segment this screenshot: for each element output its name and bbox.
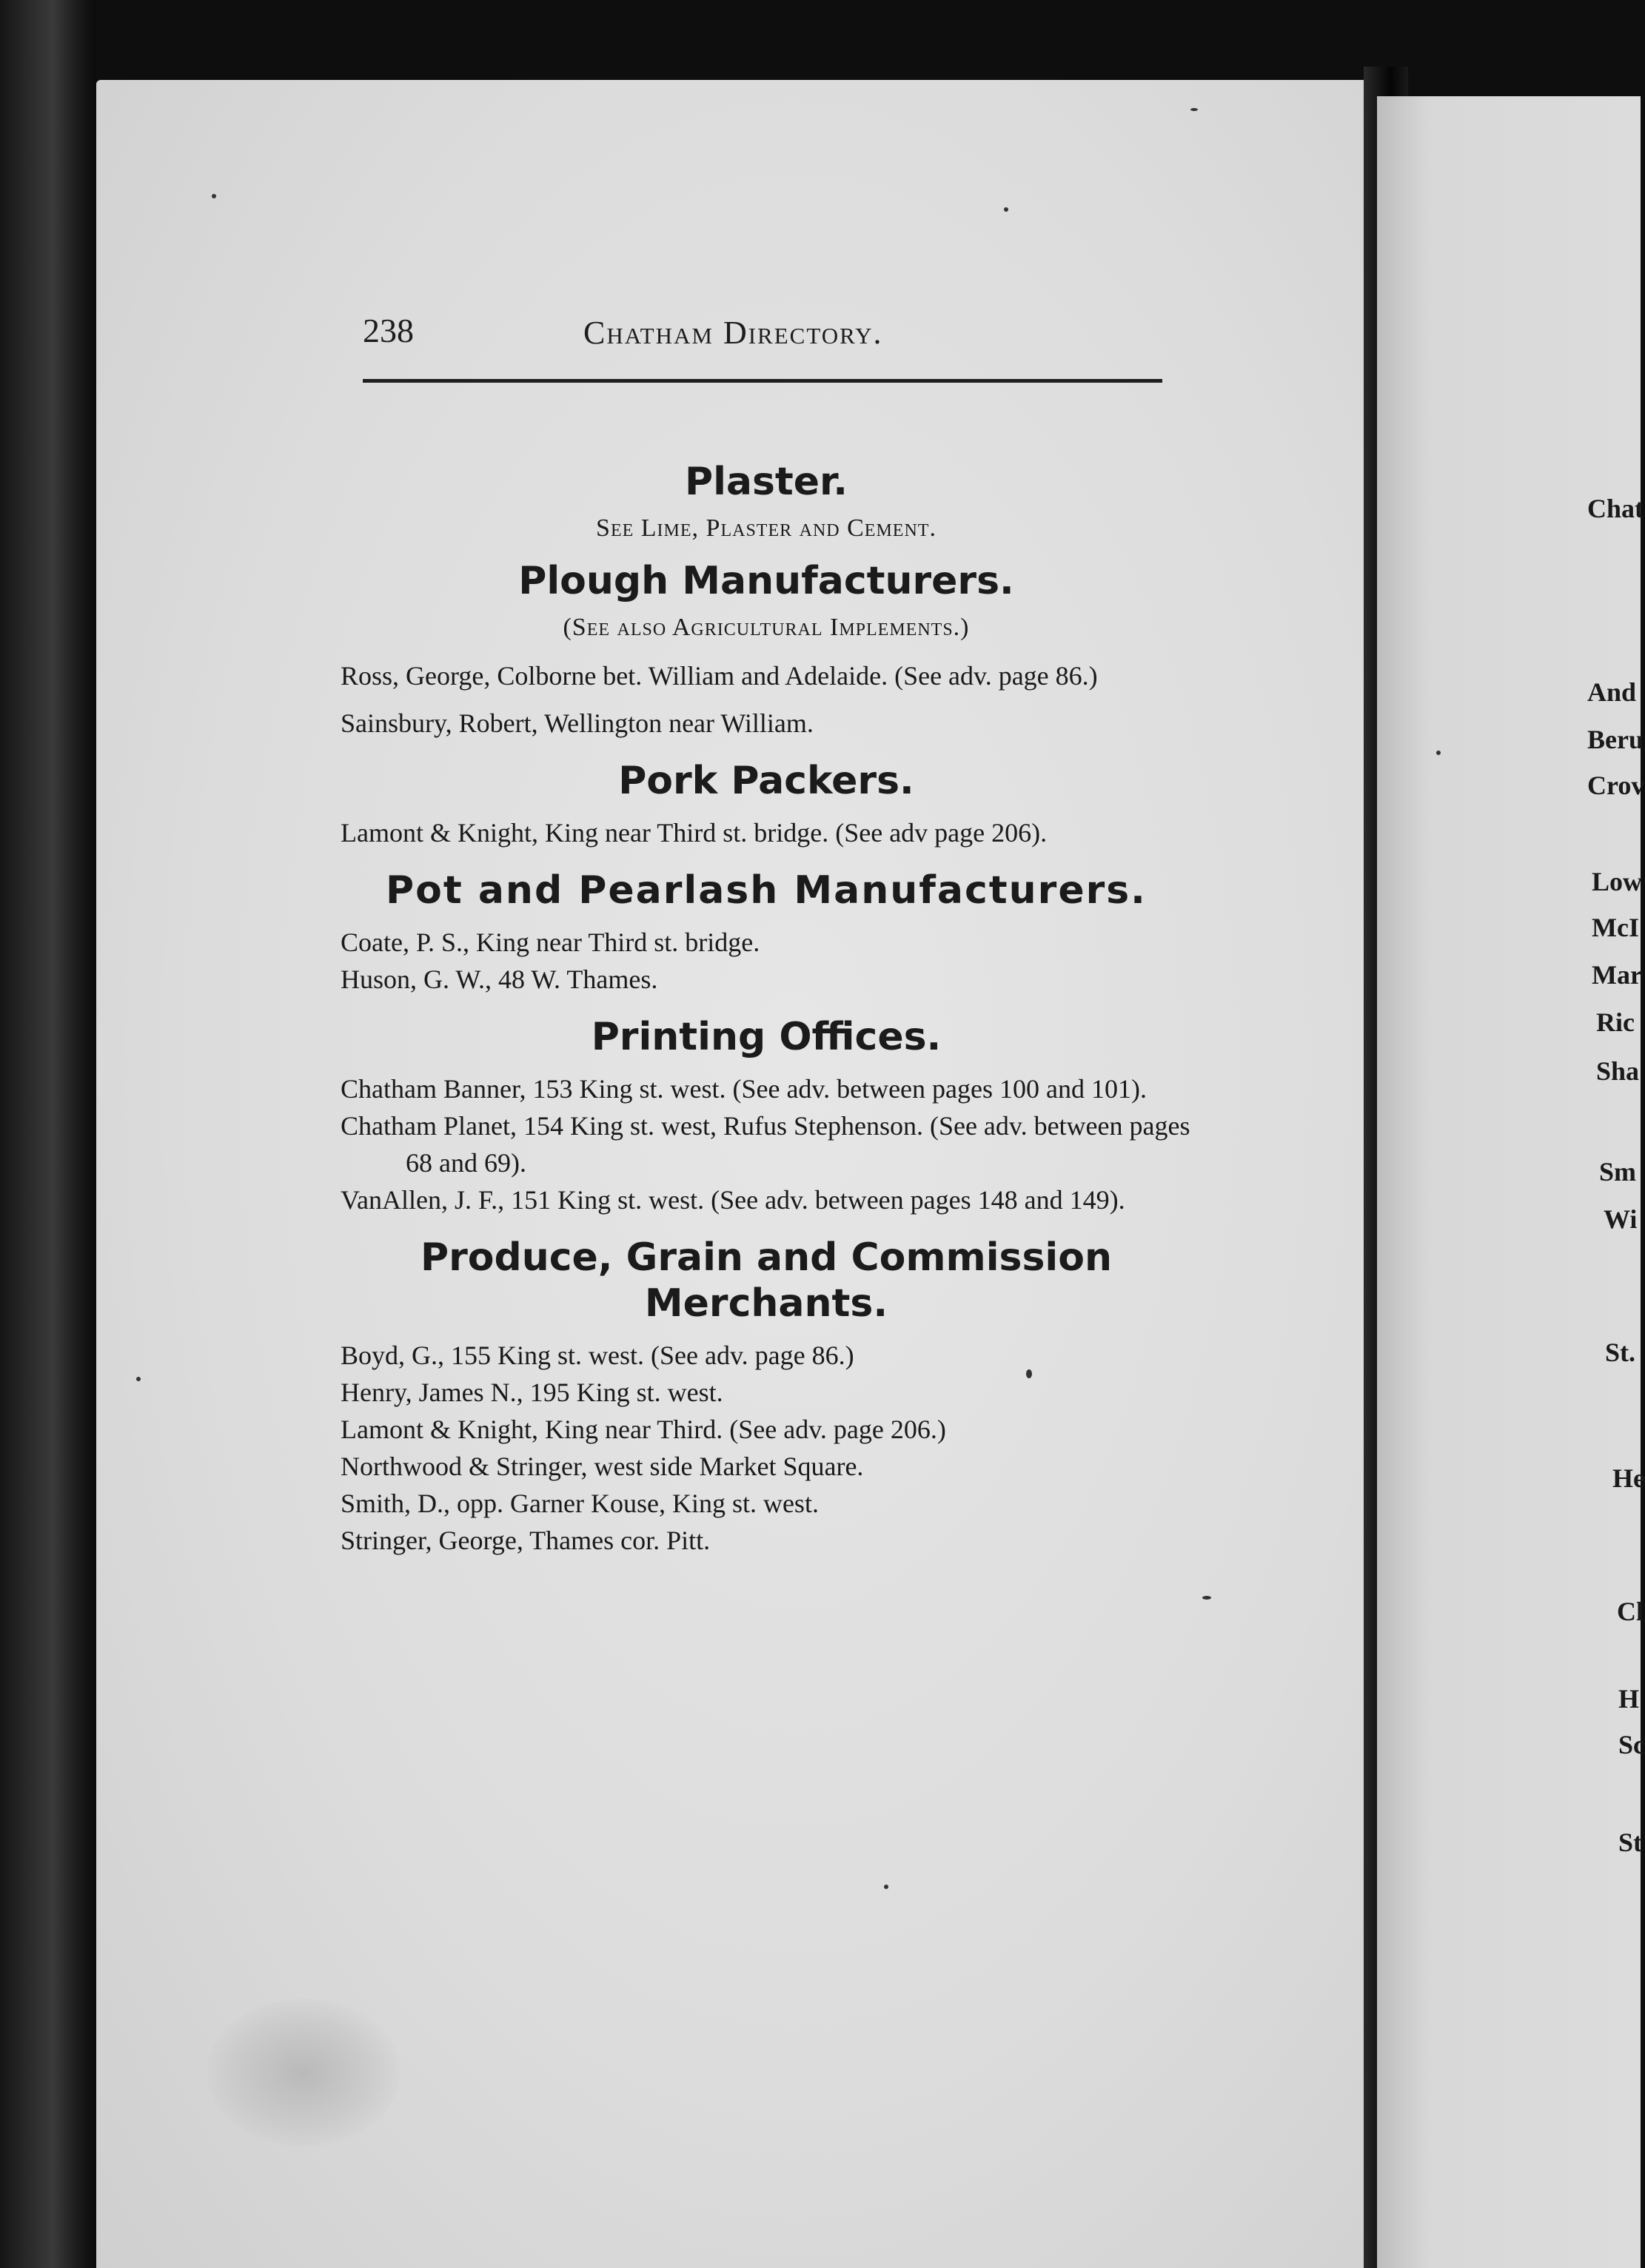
facing-page-fragment: Mar — [1592, 960, 1642, 990]
section-heading: Pork Packers. — [618, 759, 914, 803]
dust-speck — [1190, 108, 1198, 111]
directory-entry: Northwood & Stringer, west side Market Square. — [341, 1452, 864, 1481]
book-spine — [0, 0, 96, 2268]
directory-entry: Henry, James N., 195 King st. west. — [341, 1378, 723, 1407]
dust-speck — [136, 1377, 141, 1381]
running-title: Chatham Directory. — [583, 315, 883, 351]
section-heading: Plaster. — [684, 460, 848, 504]
facing-page-fragment: Cl — [1617, 1597, 1644, 1626]
dust-speck — [1202, 1596, 1211, 1600]
facing-page-fragment: Sc — [1618, 1730, 1645, 1759]
directory-entry: Sainsbury, Robert, Wellington near William. — [341, 708, 814, 738]
directory-entry: Smith, D., opp. Garner Kouse, King st. west. — [341, 1489, 819, 1518]
facing-page-fragment: Beru — [1587, 725, 1644, 754]
facing-page-fragment: And — [1587, 677, 1637, 707]
dust-speck — [884, 1885, 888, 1889]
directory-entry: Chatham Banner, 153 King st. west. (See adv. between pages 100 and 101). — [341, 1074, 1147, 1104]
header-rule — [363, 379, 1162, 383]
facing-page-fragment: Chat — [1587, 494, 1644, 523]
facing-page-fragment: Sha — [1596, 1056, 1640, 1086]
section-heading-continued: Merchants. — [644, 1281, 888, 1326]
cross-reference-note: See Lime, Plaster and Cement. — [596, 514, 937, 542]
facing-page-fragment: Wi — [1604, 1204, 1638, 1234]
facing-page-fragment: McI — [1592, 913, 1639, 942]
facing-page-fragment: St. — [1605, 1338, 1636, 1367]
page-number: 238 — [363, 312, 414, 349]
directory-entry: Ross, George, Colborne bet. William and Adelaide. (See adv. page 86.) — [341, 661, 1098, 691]
facing-page-fragment: Crov — [1587, 771, 1645, 800]
directory-entry: Stringer, George, Thames cor. Pitt. — [341, 1526, 711, 1555]
directory-entry: Lamont & Knight, King near Third st. bridge. (See adv page 206). — [341, 818, 1048, 848]
section-heading: Printing Offices. — [591, 1015, 942, 1059]
directory-entry: Boyd, G., 155 King st. west. (See adv. page 86.) — [341, 1341, 854, 1370]
running-head — [363, 311, 1162, 355]
facing-page-fragment: H — [1618, 1684, 1640, 1714]
cross-reference-note: (See also Agricultural Implements.) — [563, 614, 970, 641]
section-heading: Pot and Pearlash Manufacturers. — [386, 868, 1147, 913]
facing-page-fragment: St — [1618, 1828, 1643, 1857]
facing-page-fragment: Sm — [1599, 1157, 1637, 1187]
facing-page-fragment: Ric — [1596, 1007, 1635, 1037]
dust-speck — [1004, 207, 1008, 212]
directory-entry: Lamont & Knight, King near Third. (See adv. page 206.) — [341, 1415, 946, 1444]
facing-page-fragment: He — [1612, 1463, 1645, 1493]
dust-speck — [212, 194, 216, 198]
directory-entry: Chatham Planet, 154 King st. west, Rufus Stephenson. (See adv. between pages 68 and 69). — [341, 1111, 1190, 1178]
directory-entry: VanAllen, J. F., 151 King st. west. (See adv. between pages 148 and 149). — [341, 1185, 1125, 1215]
section-heading: Produce, Grain and Commission — [420, 1235, 1113, 1280]
page-smudge — [207, 1999, 400, 2147]
facing-page-fragment: Low — [1592, 867, 1643, 896]
section-heading: Plough Manufacturers. — [518, 559, 1014, 603]
dust-speck — [1436, 751, 1441, 755]
directory-content — [341, 459, 1192, 1559]
directory-entry: Huson, G. W., 48 W. Thames. — [341, 964, 658, 994]
directory-entry: Coate, P. S., King near Third st. bridge. — [341, 927, 760, 957]
